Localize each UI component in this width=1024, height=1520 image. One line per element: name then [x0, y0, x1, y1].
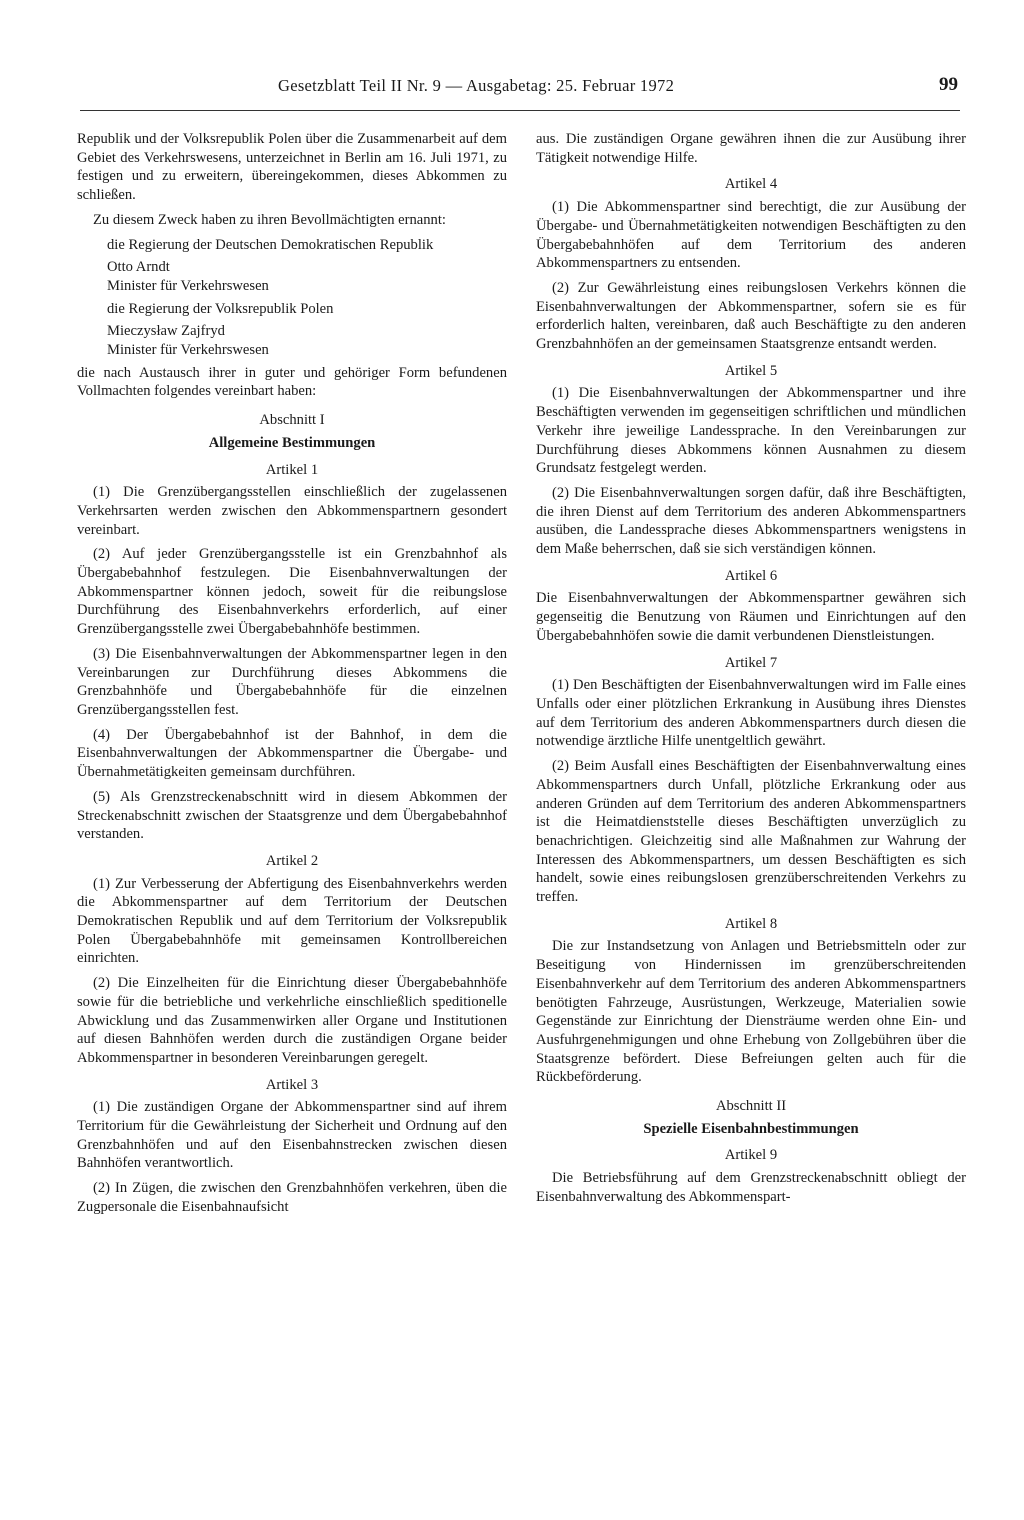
signatory-role: Minister für Verkehrswesen [107, 277, 269, 294]
article-heading: Artikel 4 [724, 176, 778, 193]
paragraph: (1) Die Eisenbahnverwaltungen der Abkommenspartner und ihre Beschäftigten verwenden im gegenseitigen schriftlichen und mündlichen Verkehr ihre jeweilige Landessprache. In den Vereinbarungen zur Durchführung dieses Abkommens können Ausnahmen zu diesem Grundsatz festgelegt werden. [536, 385, 966, 477]
article-heading: Artikel 3 [265, 1076, 319, 1093]
signatory-name: Mieczysław Zajfryd [107, 323, 225, 340]
article-heading: Artikel 7 [724, 654, 778, 671]
paragraph: (2) Die Einzelheiten für die Einrichtung dieser Übergabebahnhöfe sowie für die betriebliche und verkehrliche einschließlich speditionelle Abwicklung und das Zusammenwirken aller Organe und Institutionen auf diesen Bahnhöfen werden durch die zuständigen Organe beider Abkommenspartner in besonderen Vereinbarungen geregelt. [77, 975, 507, 1066]
signatory-government: die Regierung der Volksrepublik Polen [107, 300, 334, 317]
header-title: Gesetzblatt Teil II Nr. 9 — Ausgabetag: 25. Februar 1972 [278, 76, 675, 95]
article-heading: Artikel 9 [724, 1147, 778, 1164]
paragraph: Zu diesem Zweck haben zu ihren Bevollmächtigten ernannt: [93, 211, 446, 228]
paragraph: Republik und der Volksrepublik Polen über die Zusammenarbeit auf dem Gebiet des Verkehrswesens, unterzeichnet in Berlin am 16. Juli 1971, zu festigen und zu erweitern, übereingekommen, dieses Abkommen zu schließen. [77, 131, 507, 204]
paragraph: (4) Der Übergabebahnhof ist der Bahnhof, in dem die Eisenbahnverwaltungen der Abkommenspartner die Übergabe- und Übernahmetätigkeiten gemeinsam durchführen. [77, 726, 507, 781]
paragraph: Die Eisenbahnverwaltungen der Abkommenspartner gewähren sich gegenseitig die Benutzung von Räumen und Einrichtungen auf den Übergabebahnhöfen sowie die damit verbundenen Dienstleistungen. [536, 590, 966, 644]
paragraph: Die zur Instandsetzung von Anlagen und Betriebsmitteln oder zur Beseitigung von Hindernissen im grenzüberschreitenden Eisenbahnverkehr auf dem Territorium des anderen Abkommenspartners benötigten Fahrzeuge, Ausrüstungen, Werkzeuge, Materialien sowie Gegenstände zur Einrichtung der Diensträume werden ohne Ein- und Ausfuhrgenehmigungen und ohne Erhebung von Zollgebühren über die Staatsgrenze befördert. Diese Befreiungen gelten auch für die Rückbeförderung. [536, 938, 966, 1086]
article-heading: Artikel 6 [724, 567, 778, 584]
paragraph: (1) Den Beschäftigten der Eisenbahnverwaltungen wird im Falle eines Unfalls oder einer plötzlichen Erkrankung in Ausübung ihres Dienstes auf dem Territorium des anderen Abkommenspartners durch diesen die notwendige ärztliche Hilfe unentgeltlich gewährt. [536, 677, 966, 750]
paragraph: (2) Auf jeder Grenzübergangsstelle ist ein Grenzbahnhof als Übergabebahnhof festzulegen. Die Eisenbahnverwaltungen der Abkommenspartner können jedoch, soweit für die reibungslose Durchführung des Eisenbahnverkehrs erforderlich, auf einer Grenzübergangsstelle zwei Übergabebahnhöfe bestimmen. [77, 546, 507, 638]
signatory-role: Minister für Verkehrswesen [107, 342, 269, 359]
paragraph: (1) Zur Verbesserung der Abfertigung des Eisenbahnverkehrs werden die Abkommenspartner auf dem Territorium der Deutschen Demokratischen Republik und auf dem Territorium der Volksrepublik Polen Übergabebahnhöfe mit gemeinsamen Kontrollbereichen einrichten. [77, 875, 507, 967]
paragraph: die nach Austausch ihrer in guter und gehöriger Form befundenen Vollmachten folgendes vereinbart haben: [77, 364, 507, 400]
left-column [77, 130, 507, 1223]
article-heading: Artikel 5 [724, 362, 778, 379]
paragraph: (3) Die Eisenbahnverwaltungen der Abkommenspartner legen in den Vereinbarungen zur Durchführung dieses Abkommens die Grenzbahnhöfe und Übergabebahnhöfe für die einzelnen Grenzübergangsstellen fest. [77, 645, 507, 718]
article-heading: Artikel 8 [724, 915, 778, 932]
paragraph: aus. Die zuständigen Organe gewähren ihnen die zur Ausübung ihrer Tätigkeit notwendige Hilfe. [536, 131, 966, 166]
signatory-government: die Regierung der Deutschen Demokratischen Republik [107, 236, 434, 253]
paragraph: (1) Die zuständigen Organe der Abkommenspartner sind auf ihrem Territorium für die Gewährleistung der Sicherheit und Ordnung auf den Grenzbahnhöfen und auf den Eisenbahnstrecken zwischen diesen Bahnhöfen verantwortlich. [77, 1099, 507, 1172]
section-heading: Abschnitt II [715, 1098, 787, 1115]
section-title: Allgemeine Bestimmungen [208, 434, 376, 451]
right-column [536, 130, 966, 1213]
paragraph: (2) Die Eisenbahnverwaltungen sorgen dafür, daß ihre Beschäftigten, die ihren Dienst auf dem Territorium des anderen Abkommenspartners ausüben, die Landessprache dieses Abkommenspartners wenigstens in dem Maße beherrschen, daß sie sich verständigen können. [536, 484, 966, 558]
section-title: Spezielle Eisenbahnbestimmungen [643, 1120, 859, 1137]
paragraph: (2) In Zügen, die zwischen den Grenzbahnhöfen verkehren, üben die Zugpersonale die Eisenbahnaufsicht [77, 1180, 507, 1215]
paragraph: (2) Beim Ausfall eines Beschäftigten der Eisenbahnverwaltung eines Abkommenspartners durch Unfall, plötzliche Erkrankung oder aus anderen Gründen auf dem Territorium des anderen Abkommenspartners ist die Heimatdienststelle dieses Beschäftigten unverzüglich zu benachrichtigen. Gleichzeitig sind alle Maßnahmen zur Wahrung der Interessen des Abkommenspartners, um dessen Beschäftigten es sich handelt, sowie eines reibungslosen grenzüberschreitenden Verkehrs zu treffen. [536, 758, 966, 906]
paragraph: (1) Die Abkommenspartner sind berechtigt, die zur Ausübung der Übergabe- und Übernahmetätigkeiten notwendigen Beschäftigten zu den Übergabebahnhöfen auf dem Territorium des anderen Abkommenspartners zu entsenden. [536, 199, 966, 272]
paragraph: (1) Die Grenzübergangsstellen einschließlich der zugelassenen Verkehrsarten werden zwischen den Abkommenspartnern gesondert vereinbart. [77, 484, 507, 538]
page-number: 99 [939, 74, 958, 95]
paragraph: (5) Als Grenzstreckenabschnitt wird in diesem Abkommen der Streckenabschnitt zwischen der Staatsgrenze und dem Übergabebahnhof verstanden. [77, 788, 507, 843]
paragraph: (2) Zur Gewährleistung eines reibungslosen Verkehrs können die Eisenbahnverwaltungen der Abkommenspartner, sofern sie es für erforderlich halten, vereinbaren, daß auch Beschäftigte zu den anderen Grenzbahnhöfen an der gemeinsamen Staatsgrenze entsandt werden. [536, 279, 966, 353]
section-heading: Abschnitt I [259, 412, 325, 429]
signatory-name: Otto Arndt [107, 259, 170, 276]
article-heading: Artikel 1 [265, 461, 319, 478]
article-heading: Artikel 2 [265, 852, 319, 869]
running-head [80, 74, 960, 111]
paragraph: Die Betriebsführung auf dem Grenzstreckenabschnitt obliegt der Eisenbahnverwaltung des Abkommenspart- [536, 1170, 966, 1205]
